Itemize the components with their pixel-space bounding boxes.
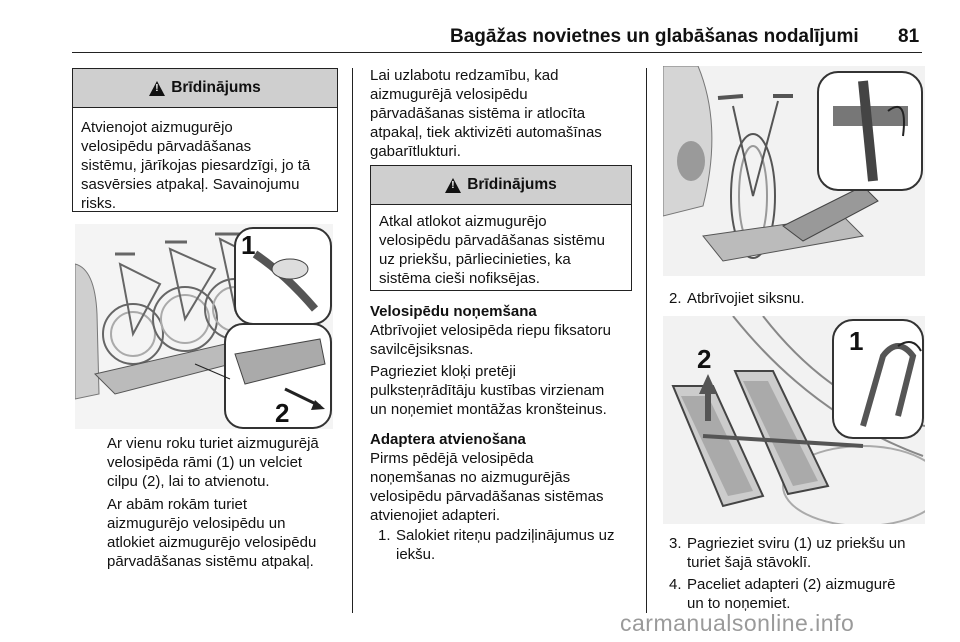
figure-label-1: 1 [241,230,256,260]
text-line: gabarītlukturi. [370,143,461,160]
list-item-1 [378,526,614,564]
warning-header [371,166,631,205]
warning-line: sasvērsies atpakaļ. Savainojumu [81,176,300,193]
text-line: aizmugurējā velosipēdu [370,86,528,103]
column-divider-2 [646,68,647,613]
header-rule [72,52,922,53]
section-heading-detach-adapter: Adaptera atvienošana [370,431,526,448]
page-header-title: Bagāžas novietnes un glabāšanas nodalījumi [450,26,859,47]
text-line: un noņemiet montāžas kronšteinus. [370,401,607,418]
text-line: atpakaļ, tiek aktivizēti automašīnas [370,124,602,141]
warning-line: risks. [81,195,116,212]
text-line: atlokiet aizmugurējo velosipēdu [107,534,317,551]
warning-title: Brīdinājums [171,79,261,96]
text-line: savilcējsiksnas. [370,341,474,358]
list-number: 2. [669,290,682,307]
text-line: atvienojiet adapteri. [370,507,501,524]
page-number: 81 [898,26,920,47]
figure-label-1: 1 [849,326,864,356]
warning-line: velosipēdu pārvadāšanas [81,138,252,155]
figure-label-2: 2 [275,398,290,428]
list-item-2 [669,289,805,308]
text-line: velosipēdu pārvadāšanas sistēmas [370,488,604,505]
text-line: cilpu (2), lai to atvienotu. [107,473,270,490]
col1-paragraph-1 [107,434,319,491]
text-line: Salokiet riteņu padziļinājumus uz [396,527,615,544]
warning-body [73,108,337,221]
text-line: Ar abām rokām turiet [107,496,248,513]
column-divider-1 [352,68,353,613]
text-line: Atbrīvojiet velosipēda riepu fiksatoru [370,322,611,339]
text-line: pulksteņrādītāju kustības virzienam [370,382,605,399]
text-line: Pirms pēdējā velosipēda [370,450,534,467]
figure-label-2: 2 [697,344,712,374]
section1-paragraph-2 [370,362,607,419]
warning-title: Brīdinājums [467,176,557,193]
text-line: pārvadāšanas sistēma ir atlocīta [370,105,586,122]
col1-paragraph-2 [107,495,316,571]
text-line: Ar vienu roku turiet aizmugurējā [107,435,319,452]
text-line: Pagrieziet kloķi pretēji [370,363,516,380]
section-heading-remove-bikes: Velosipēdu noņemšana [370,303,537,320]
section2-paragraph [370,449,603,525]
col2-intro [370,66,602,161]
list-item-3 [669,534,905,572]
text-line: aizmugurējo velosipēdu un [107,515,286,532]
text-line: Atbrīvojiet siksnu. [687,290,805,307]
warning-line: sistēmu, jārīkojas piesardzīgi, jo tā [81,157,311,174]
text-line: velosipēda rāmi (1) un velciet [107,454,303,471]
bike-on-carrier-illustration [663,66,925,276]
warning-line: uz priekšu, pārliecinieties, ka [379,251,571,268]
warning-body [371,205,631,296]
list-number: 4. [669,576,682,593]
text-line: noņemšanas no aizmugurējās [370,469,571,486]
watermark: carmanualsonline.info [620,610,855,636]
warning-line: Atvienojot aizmugurējo [81,119,233,136]
text-line: un to noņemiet. [687,595,791,612]
warning-box-1 [72,68,338,212]
warning-line: sistēma cieši nofiksējas. [379,270,540,287]
list-number: 3. [669,535,682,552]
adapter-removal-illustration [663,316,925,524]
warning-line: velosipēdu pārvadāšanas sistēmu [379,232,605,249]
text-line: pārvadāšanas sistēmu atpakaļ. [107,553,314,570]
warning-triangle-icon [445,178,461,193]
text-line: Lai uzlabotu redzamību, kad [370,67,559,84]
warning-triangle-icon [149,81,165,96]
bike-carrier-detach-illustration [75,224,333,429]
text-line: Pagrieziet sviru (1) uz priekšu un [687,535,906,552]
list-number: 1. [378,527,391,544]
warning-box-2 [370,165,632,291]
list-item-4 [669,575,895,613]
warning-header [73,69,337,108]
text-line: Paceliet adapteri (2) aizmugurē [687,576,896,593]
section1-paragraph-1 [370,321,611,359]
text-line: iekšu. [396,546,436,563]
warning-line: Atkal atlokot aizmugurējo [379,213,547,230]
text-line: turiet šajā stāvoklī. [687,554,812,571]
